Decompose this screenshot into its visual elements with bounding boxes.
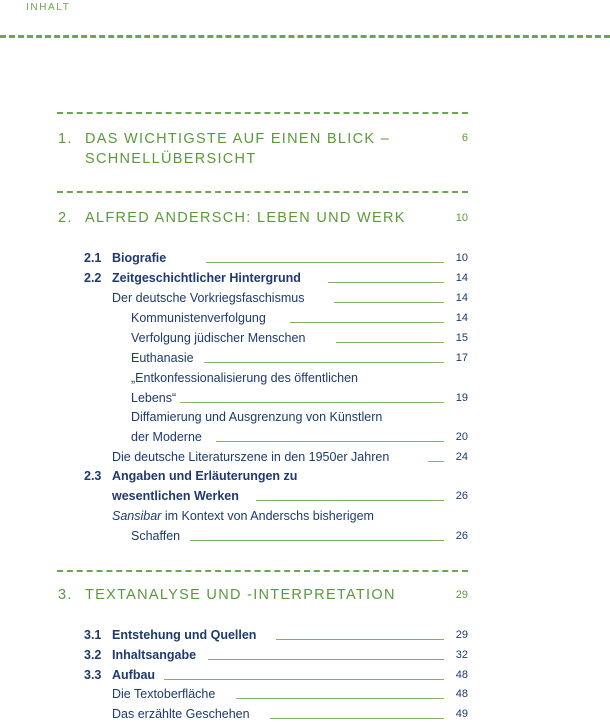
section-number: 2.3 (84, 469, 102, 483)
chapter-page: 29 (455, 589, 468, 601)
leader-line (276, 639, 444, 640)
entry-page: 48 (455, 688, 468, 700)
leader-line (270, 718, 444, 719)
entry-page: 49 (455, 708, 468, 720)
toc-entry[interactable] (0, 268, 610, 288)
chapter-divider (57, 112, 468, 114)
toc-entry[interactable] (0, 348, 610, 368)
leader-line (190, 540, 444, 541)
leader-line (204, 362, 444, 363)
leader-line (164, 679, 444, 680)
section-number: 3.2 (84, 648, 102, 662)
entry-page: 14 (455, 272, 468, 284)
entry-label: Die Textoberfläche (112, 687, 216, 701)
section-number: 2.1 (84, 251, 102, 265)
entry-page: 26 (455, 530, 468, 542)
entry-page: 15 (455, 332, 468, 344)
toc-entry[interactable] (0, 368, 610, 388)
chapter-title: DAS WICHTIGSTE AUF EINEN BLICK – SCHNELLÜBERSICHT (85, 131, 391, 167)
toc-entry[interactable] (0, 407, 610, 427)
toc-entry[interactable] (0, 506, 610, 526)
chapter-heading[interactable] (58, 129, 448, 169)
section-number: 3.1 (84, 628, 102, 642)
chapter-divider (57, 191, 468, 193)
entry-label: Aufbau (112, 668, 156, 682)
book-title-italic: Sansibar (112, 509, 162, 523)
leader-line (290, 322, 444, 323)
entry-label: wesentlichen Werken (112, 489, 239, 503)
entry-label: der Moderne (131, 430, 202, 444)
leader-line (236, 698, 444, 699)
entry-page: 19 (455, 392, 468, 404)
entry-label: Zeitgeschichtlicher Hintergrund (112, 271, 301, 285)
toc-entry[interactable] (0, 388, 610, 408)
entry-label: Sansibar im Kontext von Anderschs bisherigem (112, 509, 374, 523)
entry-page: 14 (455, 292, 468, 304)
entry-page: 14 (455, 312, 468, 324)
entry-label: Schaffen (131, 529, 181, 543)
entry-label: Euthanasie (131, 351, 194, 365)
chapter-heading[interactable] (58, 208, 448, 228)
toc-entry[interactable] (0, 288, 610, 308)
toc-entry[interactable] (0, 684, 610, 704)
running-header: INHALT (26, 2, 71, 13)
entry-page: 17 (455, 352, 468, 364)
toc-entry[interactable] (0, 427, 610, 447)
chapter-heading[interactable] (58, 585, 448, 605)
entry-label: Das erzählte Geschehen (112, 707, 250, 721)
toc-entry[interactable] (0, 665, 610, 685)
chapter-number: 2. (58, 210, 73, 226)
entry-label: Verfolgung jüdischer Menschen (131, 331, 306, 345)
chapter-page: 6 (461, 132, 468, 144)
entry-label: Lebens“ (131, 391, 177, 405)
entry-label: Der deutsche Vorkriegsfaschismus (112, 291, 305, 305)
entry-page: 48 (455, 669, 468, 681)
chapter-page: 10 (455, 212, 468, 224)
toc-entry[interactable] (0, 248, 610, 268)
entry-label: Inhaltsangabe (112, 648, 197, 662)
header-divider (0, 35, 610, 38)
entry-page: 24 (455, 451, 468, 463)
leader-line (256, 500, 444, 501)
leader-line (334, 302, 444, 303)
toc-entry[interactable] (0, 645, 610, 665)
toc-entry[interactable] (0, 625, 610, 645)
entry-label: Kommunistenverfolgung (131, 311, 266, 325)
entry-label: Die deutsche Literaturszene in den 1950er Jahren (112, 450, 390, 464)
entry-page: 32 (455, 649, 468, 661)
section-number: 2.2 (84, 271, 102, 285)
leader-line (328, 282, 444, 283)
leader-line (180, 402, 444, 403)
entry-label: Angaben und Erläuterungen zu (112, 469, 298, 483)
chapter-title: TEXTANALYSE UND -INTERPRETATION (85, 587, 396, 603)
chapter-number: 1. (58, 131, 73, 147)
entry-label: Diffamierung und Ausgrenzung von Künstlern (131, 410, 383, 424)
entry-label: „Entkonfessionalisierung des öffentlichen (131, 371, 358, 385)
entry-page: 10 (455, 252, 468, 264)
leader-line (206, 262, 444, 263)
entry-page: 20 (455, 431, 468, 443)
entry-page: 29 (455, 629, 468, 641)
leader-line (208, 659, 444, 660)
toc-entry[interactable] (0, 486, 610, 506)
toc-entry[interactable] (0, 308, 610, 328)
toc-entry[interactable] (0, 704, 610, 724)
toc-entry[interactable] (0, 526, 610, 546)
toc-entry[interactable] (0, 447, 610, 467)
entry-label: Entstehung und Quellen (112, 628, 257, 642)
chapter-number: 3. (58, 587, 73, 603)
leader-line (336, 342, 444, 343)
entry-label: Biografie (112, 251, 167, 265)
leader-line (216, 441, 444, 442)
section-number: 3.3 (84, 668, 102, 682)
entry-page: 26 (455, 490, 468, 502)
toc-entry[interactable] (0, 328, 610, 348)
chapter-title: ALFRED ANDERSCH: LEBEN UND WERK (85, 210, 406, 226)
chapter-divider (57, 570, 468, 572)
toc-entry[interactable] (0, 466, 610, 486)
